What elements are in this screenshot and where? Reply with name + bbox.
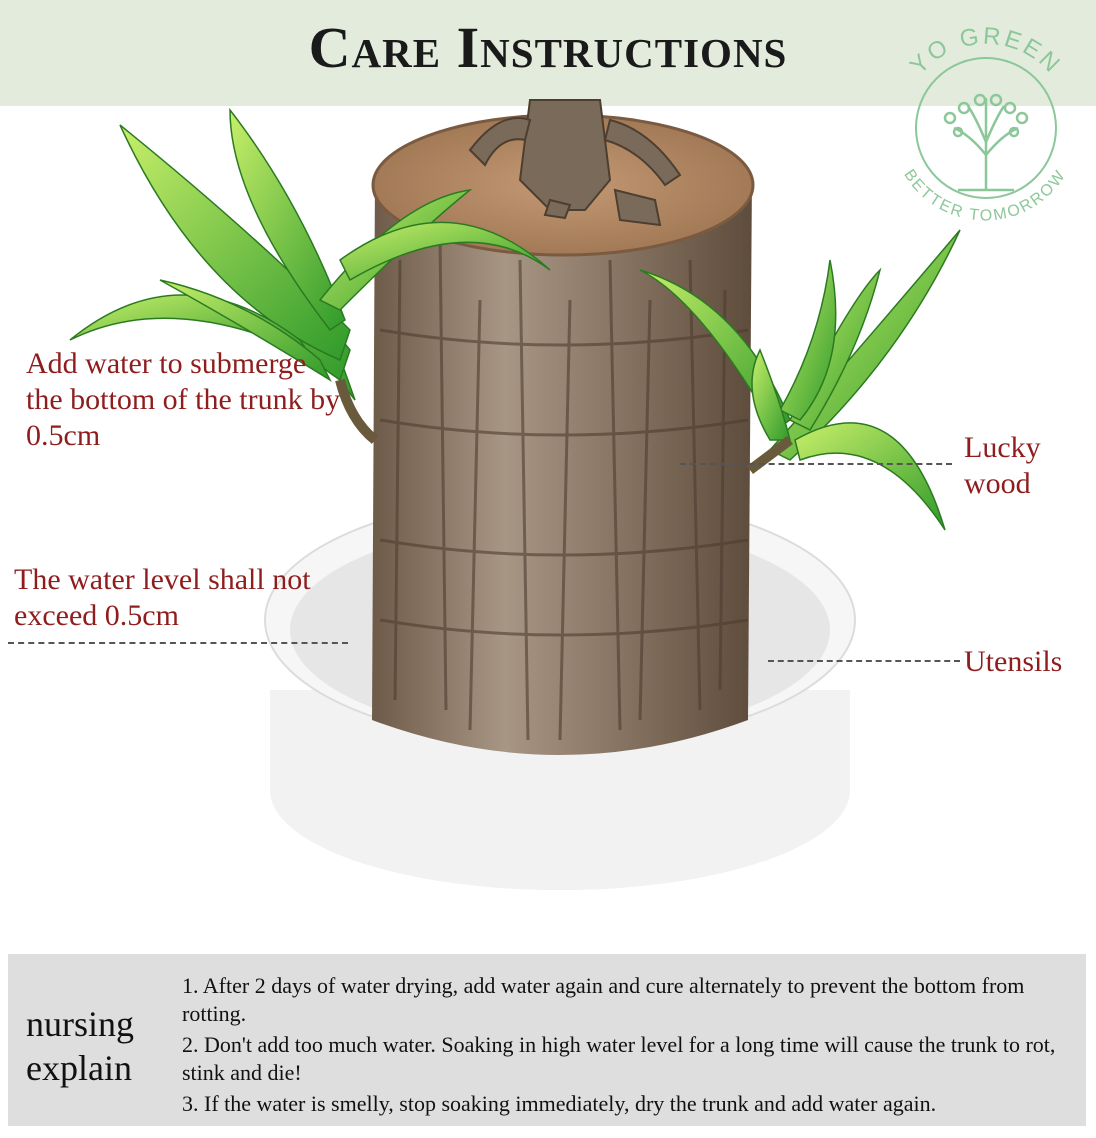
nursing-title: nursing explain [26,1004,134,1088]
nursing-item: 3. If the water is smelly, stop soaking immediately, dry the trunk and add water again. [182,1091,937,1116]
utensils-callout: Utensils [964,645,1063,678]
utensils-dashed-line [768,660,960,662]
logo-bottom-text: BETTER TOMORROW [900,166,1070,225]
lucky-wood-callout: Lucky wood [964,431,1041,500]
nursing-list [182,972,1072,1121]
nursing-item: 1. After 2 days of water drying, add water again and cure alternately to prevent the bottom from rotting. [182,973,1025,1026]
water-level-dashed-line [8,642,348,644]
page-title: Care Instructions [308,15,788,80]
lucky-wood-plant-illustration [0,95,1096,925]
add-water-callout: Add water to submerge the bottom of the trunk by 0.5cm [26,347,341,452]
svg-text:YO GREEN [905,23,1067,80]
trunk [372,100,753,755]
water-level-callout: The water level shall not exceed 0.5cm [14,563,311,632]
logo-top-text: YO GREEN [905,22,1067,80]
nursing-item: 2. Don't add too much water. Soaking in high water level for a long time will cause the trunk to rot, stink and die! [182,1032,1056,1085]
lucky-wood-dashed-line [680,463,952,465]
